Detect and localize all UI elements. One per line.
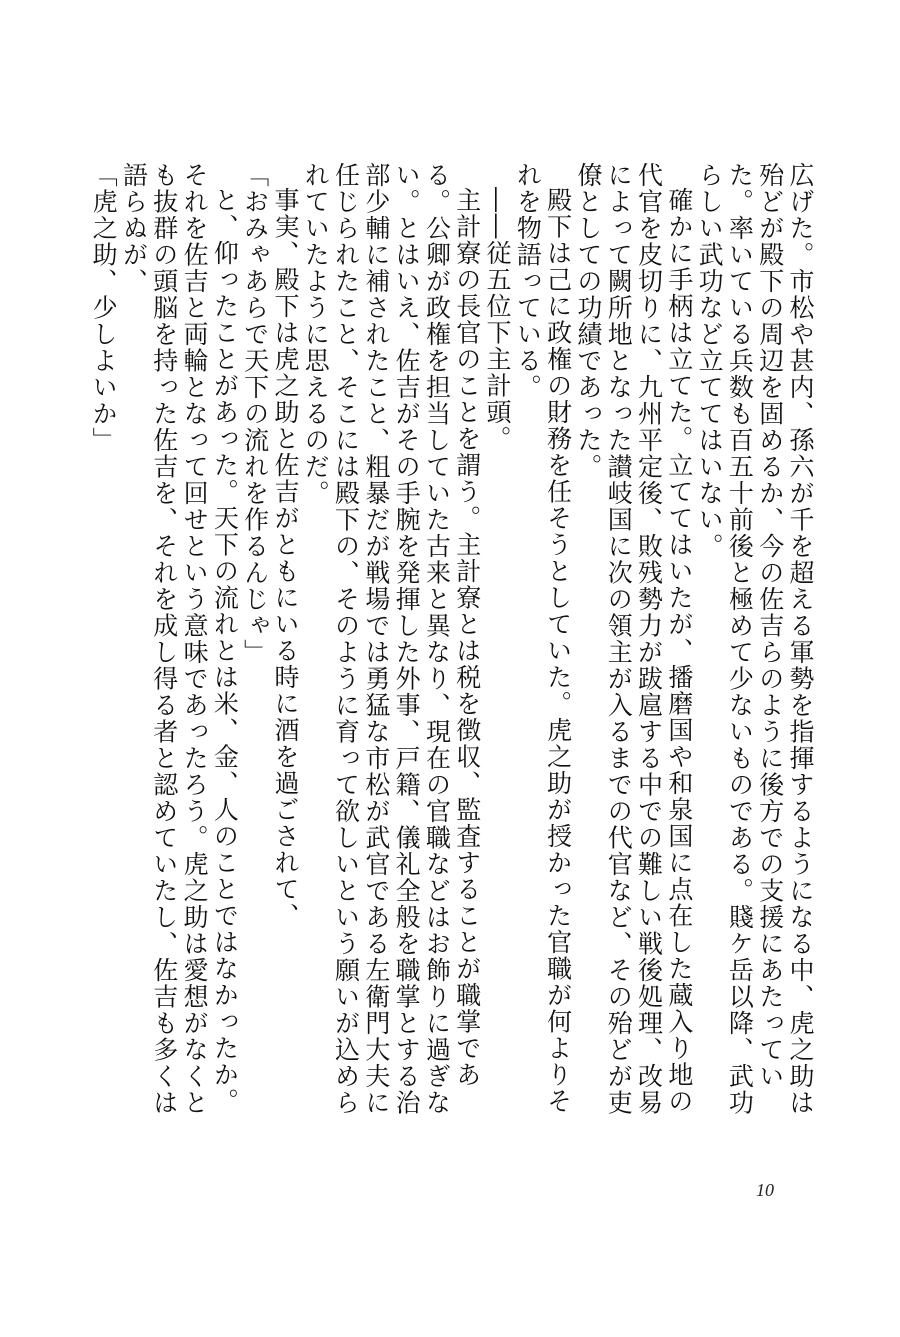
page-number: 10 — [756, 1180, 774, 1200]
paragraph-4: ――従五位下主計頭。 — [483, 187, 513, 452]
paragraph-1: 広げた。市松や甚内、孫六が千を超える軍勢を指揮するようになる中、虎之助は殆どが殿下の周辺を固めるか、今の佐吉らのように後方での支援にあたっていた。率いている兵数も百五十前後と極めて少ないものである。賤ケ岳以降、武功らしい武功など立ててはいない。 — [695, 162, 815, 1116]
paragraph-9-dialogue: 「虎之助、少しよいか」 — [89, 162, 119, 454]
paragraph-6: 事実、殿下は虎之助と佐吉がともにいる時に酒を過ごされて、 — [270, 187, 300, 929]
paragraph-3: 殿下は己に政権の財務を任そうとしていた。虎之助が授かった官職が何よりそれを物語っている。 — [513, 162, 573, 1115]
paragraph-5: 主計寮の長官のことを謂う。主計寮とは税を徴収、監査することが職掌である。公卿が政権を担当していた古来と異なり、現在の官職などはお飾りに過ぎない。とはいえ、佐吉がその手腕を発揮した外事、戸籍、儀礼全般を職掌とする治部少輔に補されたこと、粗暴だが戦場では勇猛な市松が武官である左衛門大夫に任じられたこと、そこには殿下の、そのように育って欲しいという願いが込められていたように思えるのだ。 — [301, 162, 482, 1116]
paragraph-7-dialogue: 「おみゃあらで天下の流れを作るんじゃ」 — [240, 162, 270, 666]
paragraph-8: と、仰ったことがあった。天下の流れとは米、金、人のことではなかったか。それを佐吉と両輪となって回せという意味であったろう。虎之助は愛想がなくとも抜群の頭脳を持った佐吉を、それを成し得る者と認めていたし、佐吉も多くは語らぬが、 — [119, 162, 240, 1116]
paragraph-2: 確かに手柄は立てた。立ててはいたが、播磨国や和泉国に点在した蔵入り地の代官を皮切りに、九州平定後、敗残勢力が跋扈する中での難しい戦後処理、改易によって闕所地となった讃岐国に次の領主が入るまでの代官など、その殆どが吏僚としての功績であった。 — [573, 162, 694, 1116]
vertical-text-body — [75, 162, 815, 1137]
